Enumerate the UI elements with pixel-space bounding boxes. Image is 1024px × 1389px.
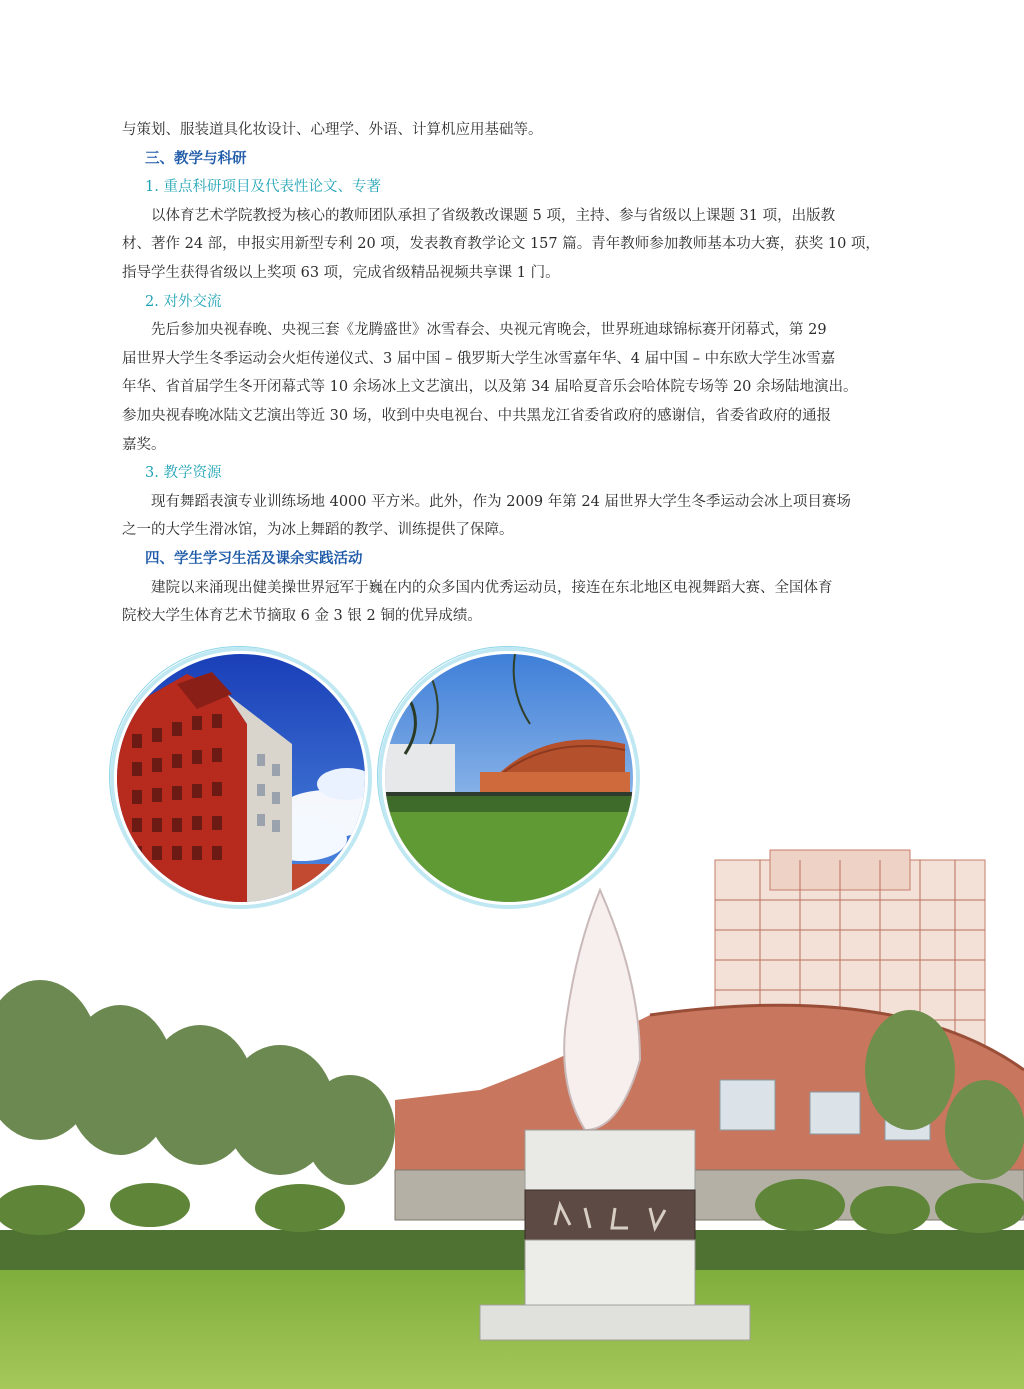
paragraph-student-life <box>122 574 942 631</box>
section3-sub3-title: 3. 教学资源 <box>145 465 222 482</box>
paragraph-resources <box>122 488 942 545</box>
section3-sub2-title: 2. 对外交流 <box>145 293 222 310</box>
paragraph-line: 届世界大学生冬季运动会火炬传递仪式、3 届中国 – 俄罗斯大学生冰雪嘉年华、4 届中国 – 中东欧大学生冰雪嘉 <box>122 350 836 367</box>
paragraph-line: 材、著作 24 部，申报实用新型专利 20 项，发表教育教学论文 157 篇。青年教师参加教师基本功大赛，获奖 10 项， <box>122 236 880 253</box>
paragraph-line: 年华、省首届学生冬开闭幕式等 10 余场冰上文艺演出，以及第 34 届哈夏音乐会哈体院专场等 20 余场陆地演出。 <box>122 379 858 396</box>
section3-sub1-title: 1. 重点科研项目及代表性论文、专著 <box>145 179 381 196</box>
campus-scene-illustration <box>0 830 1024 1389</box>
paragraph-line: 参加央视春晚冰陆文艺演出等近 30 场，收到中央电视台、中共黑龙江省委省政府的感谢信，省委省政府的通报 <box>122 407 832 424</box>
paragraph-line: 以体育艺术学院教授为核心的教师团队承担了省级教改课题 5 项，主持、参与省级以上课题 31 项，出版教 <box>151 207 836 224</box>
section3-title: 三、教学与科研 <box>145 150 247 167</box>
intro-line: 与策划、服装道具化妆设计、心理学、外语、计算机应用基础等。 <box>122 122 543 138</box>
paragraph-line: 现有舞蹈表演专业训练场地 4000 平方米。此外，作为 2009 年第 24 届世界大学生冬季运动会冰上项目赛场 <box>151 493 851 510</box>
paragraph-line: 嘉奖。 <box>122 436 166 453</box>
paragraph-research <box>122 202 942 288</box>
body-text <box>122 116 942 631</box>
paragraph-line: 之一的大学生滑冰馆，为冰上舞蹈的教学、训练提供了保障。 <box>122 522 514 539</box>
section4-title: 四、学生学习生活及课余实践活动 <box>145 550 363 567</box>
paragraph-exchange <box>122 316 942 459</box>
paragraph-line: 指导学生获得省级以上奖项 63 项，完成省级精品视频共享课 1 门。 <box>122 264 560 281</box>
paragraph-line: 建院以来涌现出健美操世界冠军于巍在内的众多国内优秀运动员，接连在东北地区电视舞蹈大赛、全国体育 <box>151 579 833 596</box>
paragraph-line: 院校大学生体育艺术节摘取 6 金 3 银 2 铜的优异成绩。 <box>122 608 482 625</box>
paragraph-line: 先后参加央视春晚、央视三套《龙腾盛世》冰雪春会、央视元宵晚会，世界班迪球锦标赛开闭幕式，第 29 <box>151 322 827 339</box>
